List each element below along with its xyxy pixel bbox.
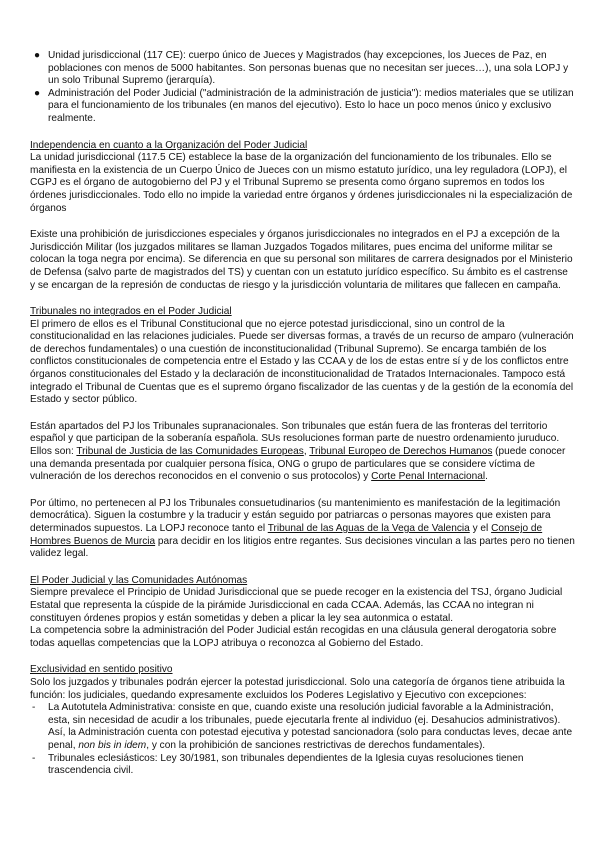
list-item [30,50,575,88]
tribunal-aguas-link: Tribunal de las Aguas de la Vega de Valencia [267,523,470,534]
dash-icon: - [32,752,36,764]
paragraph: La competencia sobre la administración del Poder Judicial están recogidas en una cláusula general derogatoria sobre todas aquellas competencias que la LOPJ atribuya o reconozca al Gobierno del Estado. [30,625,557,649]
text-run: (puede conocer una demanda presentada por cualquier persona física, ONG o grupo de particulares que se considere víctima de vulneración de los derechos reconocidos en el convenio o sus protocolos) y [30,446,566,483]
bullet-text: Administración del Poder Judicial ("administración de la administración de justicia"): medios materiales que se utilizan para el funcionamiento de los tribunales (en manos del ejecutivo). Esto lo hace un poco menos único y exclusivo realmente. [48,87,574,124]
list-item [30,88,575,126]
text-run: Están apartados del PJ los Tribunales supranacionales. Son tribunales que están fuera de las fronteras del territorio español y que participan de la soberanía española. SUs resoluciones forman parte de nuestro ordenamiento juruduco. Ellos son: [30,420,560,458]
bullet-text: Unidad jurisdiccional (117 CE): cuerpo único de Jueces y Magistrados (hay excepciones, los Jueces de Paz, en poblaciones con menos de 5000 habitantes. Son personas buenas que no necesitan ser jueces…), una sola LOPJ y un solo Tribunal Supremo (jerarquía). [48,50,569,87]
list-item [30,702,575,752]
paragraph: Solo los juzgados y tribunales podrán ejercer la potestad jurisdiccional. Solo una categoría de órganos tiene atribuida la función: los judiciales, quedando expresamente excluidos los Poderes Legislativo y Ejecutivo con excepciones: [30,676,565,701]
paragraph: El primero de ellos es el Tribunal Constitucional que no ejerce potestad jurisdiccional, sino un control de la constitucionalidad en las relaciones judiciales. Puede ser diversas formas, a través de un recurso de amparo (vulneración de derechos fundamentales) o una cuestión de inconstitucionalidad (Tribunal Supremo). Se encarga también de los conflictos constitucionales de competencia entre el Estado y las CCAA y de los de estas entre sí y de los conflictos entre órganos constitucionales del Estado y la declaración de inconstitucionalidad de Tratados Internacionales. Tampoco está integrado el Tribunal de Cuentas que es el supremo órgano fiscalizador de las cuentas y de la gestión de la economía del Estado y sector público. [30,318,574,406]
text-run: La Autotutela Administrativa: consiste en que, cuando existe una resolución judicial favorable a la Administración, esta, sin necesidad de acudir a los tribunales, puede ejecutarla frente al individuo (ej. Desahucios administrativos). Así, la Administración cuenta con potestad ejecutiva y potestad sancionadora (solo para conductas leves, decae ante penal, [48,702,573,751]
section-heading-independencia: Independencia en cuanto a la Organización del Poder Judicial [30,139,308,151]
dash-icon: - [32,702,36,714]
text-run: , y con la prohibición de sanciones restrictivas de derechos fundamentales). [146,739,486,751]
text-run: . [485,471,488,483]
paragraph [30,498,575,561]
text-run: y el [469,523,492,534]
paragraph: Existe una prohibición de jurisdicciones especiales y órganos jurisdiccionales no integrados en el PJ a excepción de la Jurisdicción Militar (los juzgados militares se llaman Juzgados Togados militares, pues encima del uniforme militar se colocan la toga negra por encima). Se diferencia en que su personal son militares de carrera designados por el Ministerio de Defensa (salvo parte de magistrados del TS) y cuentan con un estatuto jurídico específico. Su ámbito es el castrense y se encargan de la represión de conductas de riesgo y la jurisdicción voluntaria de militares que fallecen en campaña. [30,229,573,291]
consejo-murcia-link: Consejo de Hombres Buenos de Murcia [30,523,543,547]
bullet-icon: ● [34,87,41,99]
paragraph: Siempre prevalece el Principio de Unidad Jurisdiccional que se puede recoger en la existencia del TSJ, órgano Judicial Estatal que representa la cúspide de la pirámide Jurisdiccional en cada CCAA. Además, las CCAA no integran ni constituyen órdenes propios y están sometidas y deben a plicar la ley sea autonmica o estatal. [30,587,563,624]
text-run: para decidir en los litigios entre regantes. Sus decisiones vinculan a las partes pero no tienen validez legal. [30,535,575,560]
paragraph [30,421,575,484]
section-heading-ccaa: El Poder Judicial y las Comunidades Autónomas [30,574,248,586]
cpi-link: Corte Penal Internacional [371,471,486,483]
exceptions-list [30,702,575,778]
paragraph: La unidad jurisdiccional (117.5 CE) establece la base de la organización del funcionamiento de los tribunales. Ello se manifiesta en la existencia de un Cuerpo Único de Jueces con un mismo estatuto jurídico, una ley reguladora (LOPJ), el CGPJ es el órgano de autogobierno del PJ y el Tribunal Supremo se presenta como órgano supremos en todos los órdenes jurisdiccionales. Todo ello no impide la variedad entre órganos y órdenes jurisdiccionales ni la especialización de órganos [30,152,573,214]
tjce-link: Tribunal de Justicia de las Comunidades Europeas [76,446,304,458]
text-run: Tribunales eclesiásticos: Ley 30/1981, son tribunales dependientes de la Iglesia cuyas resoluciones tienen trascendencia civil. [48,752,524,777]
document-page [30,50,575,778]
text-run: Por último, no pertenecen al PJ los Tribunales consuetudinarios (su mantenimiento es manifestación de la legitimación democrática). Siguen la costumbre y la traducir y están seguido por patriarcas o personas mayores que existen para determinados supuestos. La LOPJ reconoce tanto el [30,497,561,534]
text-run: , [303,446,310,458]
section-heading-exclusividad: Exclusividad en sentido positivo [30,664,173,676]
bullet-icon: ● [34,50,41,61]
latin-term: non bis in idem [78,739,147,751]
list-item [30,753,575,778]
section-heading-no-integrados: Tribunales no integrados en el Poder Judicial [30,306,232,318]
tedh-link: Tribunal Europeo de Derechos Humanos [309,446,493,458]
intro-bullet-list [30,50,575,126]
